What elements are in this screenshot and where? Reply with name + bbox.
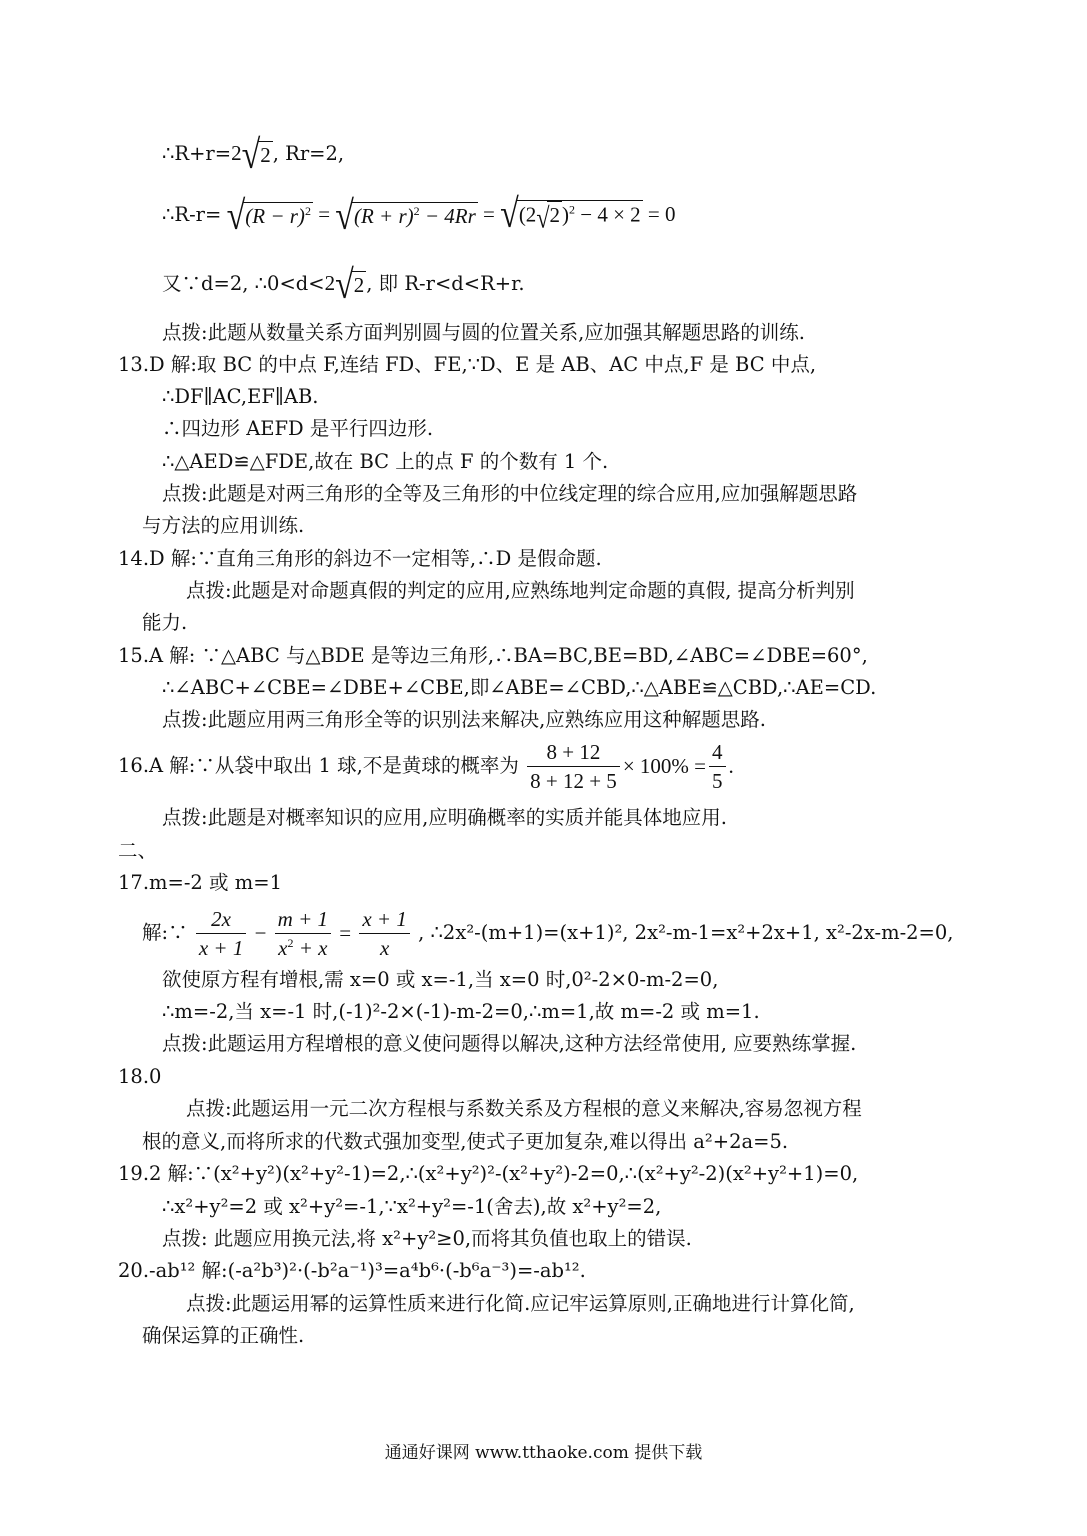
line-18: 点拨:此题是对概率知识的应用,应明确概率的实质并能具体地应用. [162, 806, 727, 829]
fraction: $\frac{8 + 12}{8 + 12 + 5}$ [527, 738, 620, 795]
line-7: ∴四边形 AEFD 是平行四边形. [162, 417, 434, 440]
line-14: 15.A 解: ∵△ABC 与△BDE 是等边三角形,∴BA=BC,BE=BD,∠ABC=∠DBE=60°, [118, 644, 868, 667]
line-17: 16.A 解:∵从袋中取出 1 球,不是黄球的概率为 $\frac{8 + 12}{8 + 12 + 5}$ × 100% = $\frac{4}{5}$ . [118, 740, 734, 793]
line-22: 欲使原方程有增根,需 x=0 或 x=-1,当 x=0 时,0²-2×0-m-2=0, [162, 968, 719, 991]
line-9: 点拨:此题是对两三角形的全等及三角形的中位线定理的综合应用,应加强解题思路 [162, 482, 858, 505]
line-3: 又∵d=2, ∴0<d<2√2 , 即 R-r<d<R+r. [162, 263, 525, 308]
line-20: 17.m=-2 或 m=1 [118, 871, 282, 894]
line-13: 能力. [142, 611, 188, 634]
line-11: 14.D 解:∵直角三角形的斜边不一定相等,∴D 是假命题. [118, 547, 602, 570]
line-25: 18.0 [118, 1065, 162, 1088]
fraction: $\frac{x + 1}{x}$ [359, 905, 410, 962]
line-29: ∴x²+y²=2 或 x²+y²=-1,∵x²+y²=-1(舍去),故 x²+y²=2, [162, 1195, 662, 1218]
line-16: 点拨:此题应用两三角形全等的识别法来解决,应熟练应用这种解题思路. [162, 708, 766, 731]
line-23: ∴m=-2,当 x=-1 时,(-1)²-2×(-1)-m-2=0,∴m=1,故 m=-2 或 m=1. [162, 1000, 760, 1023]
line-10: 与方法的应用训练. [142, 514, 305, 537]
line-6: ∴DF∥AC,EF∥AB. [162, 385, 319, 408]
line-12: 点拨:此题是对命题真假的判定的应用,应熟练地判定命题的真假, 提高分析判别 [186, 579, 855, 602]
sqrt-symbol: $√(R + r)^2 - 4Rr$ [335, 194, 476, 239]
line-4: 点拨:此题从数量关系方面判别圆与圆的位置关系,应加强其解题思路的训练. [162, 321, 805, 344]
line-24: 点拨:此题运用方程增根的意义使问题得以解决,这种方法经常使用, 应要熟练掌握. [162, 1032, 857, 1055]
line-30: 点拨: 此题应用换元法,将 x²+y²≥0,而将其负值也取上的错误. [162, 1227, 692, 1250]
line-19: 二、 [118, 839, 158, 862]
line-2: ∴R-r= $√(R - r)^2 = √(R + r)^2 - 4Rr = √(2√2)^2 - 4 \times 2 = 0$ [162, 192, 676, 239]
sqrt-symbol: $√(2√2)^2 - 4 \times 2$ [500, 192, 641, 237]
line-26: 点拨:此题运用一元二次方程根与系数关系及方程根的意义来解决,容易忽视方程 [186, 1097, 862, 1120]
fraction: $\frac{2x}{x + 1}$ [196, 905, 247, 962]
fraction: $\frac{4}{5}$ [709, 738, 726, 795]
sqrt-symbol: √2 [241, 133, 271, 178]
line-31: 20.-ab¹² 解:(-a²b³)²·(-b²a⁻¹)³=a⁴b⁶·(-b⁶a⁻³)=-ab¹². [118, 1259, 586, 1282]
line-28: 19.2 解:∵(x²+y²)(x²+y²-1)=2,∴(x²+y²)²-(x²+y²)-2=0,∴(x²+y²-2)(x²+y²+1)=0, [118, 1162, 859, 1185]
line-33: 确保运算的正确性. [142, 1324, 305, 1347]
sqrt-symbol: √2 [335, 263, 365, 308]
line-5: 13.D 解:取 BC 的中点 F,连结 FD、FE,∵D、E 是 AB、AC 中点,F 是 BC 中点, [118, 353, 817, 376]
sqrt-symbol: $√(R - r)^2$ [226, 194, 311, 239]
line-32: 点拨:此题运用幂的运算性质来进行化简.应记牢运算原则,正确地进行计算化简, [186, 1292, 855, 1315]
fraction: $\frac{m + 1}{x^2 + x}$ [275, 905, 331, 962]
line-27: 根的意义,而将所求的代数式强加变型,使式子更加复杂,难以得出 a²+2a=5. [142, 1130, 789, 1153]
line-1: ∴R+r=2√2 , Rr=2, [162, 133, 345, 178]
line-8: ∴△AED≌△FDE,故在 BC 上的点 F 的个数有 1 个. [162, 450, 609, 473]
line-15: ∴∠ABC+∠CBE=∠DBE+∠CBE,即∠ABE=∠CBD,∴△ABE≌△CBD,∴AE=CD. [162, 676, 877, 699]
line-21: 解:∵ $\frac{2x}{x + 1}$ − $\frac{m + 1}{x^2 + x}$ = $\frac{x + 1}{x}$ , ∴2x²-(m+1)=(x+1)², 2x²-m-1=x²+2x+1, x²-2x-m-2=0, [142, 907, 954, 960]
page-footer: 通通好课网 www.tthaoke.com 提供下载 [384, 1443, 703, 1463]
